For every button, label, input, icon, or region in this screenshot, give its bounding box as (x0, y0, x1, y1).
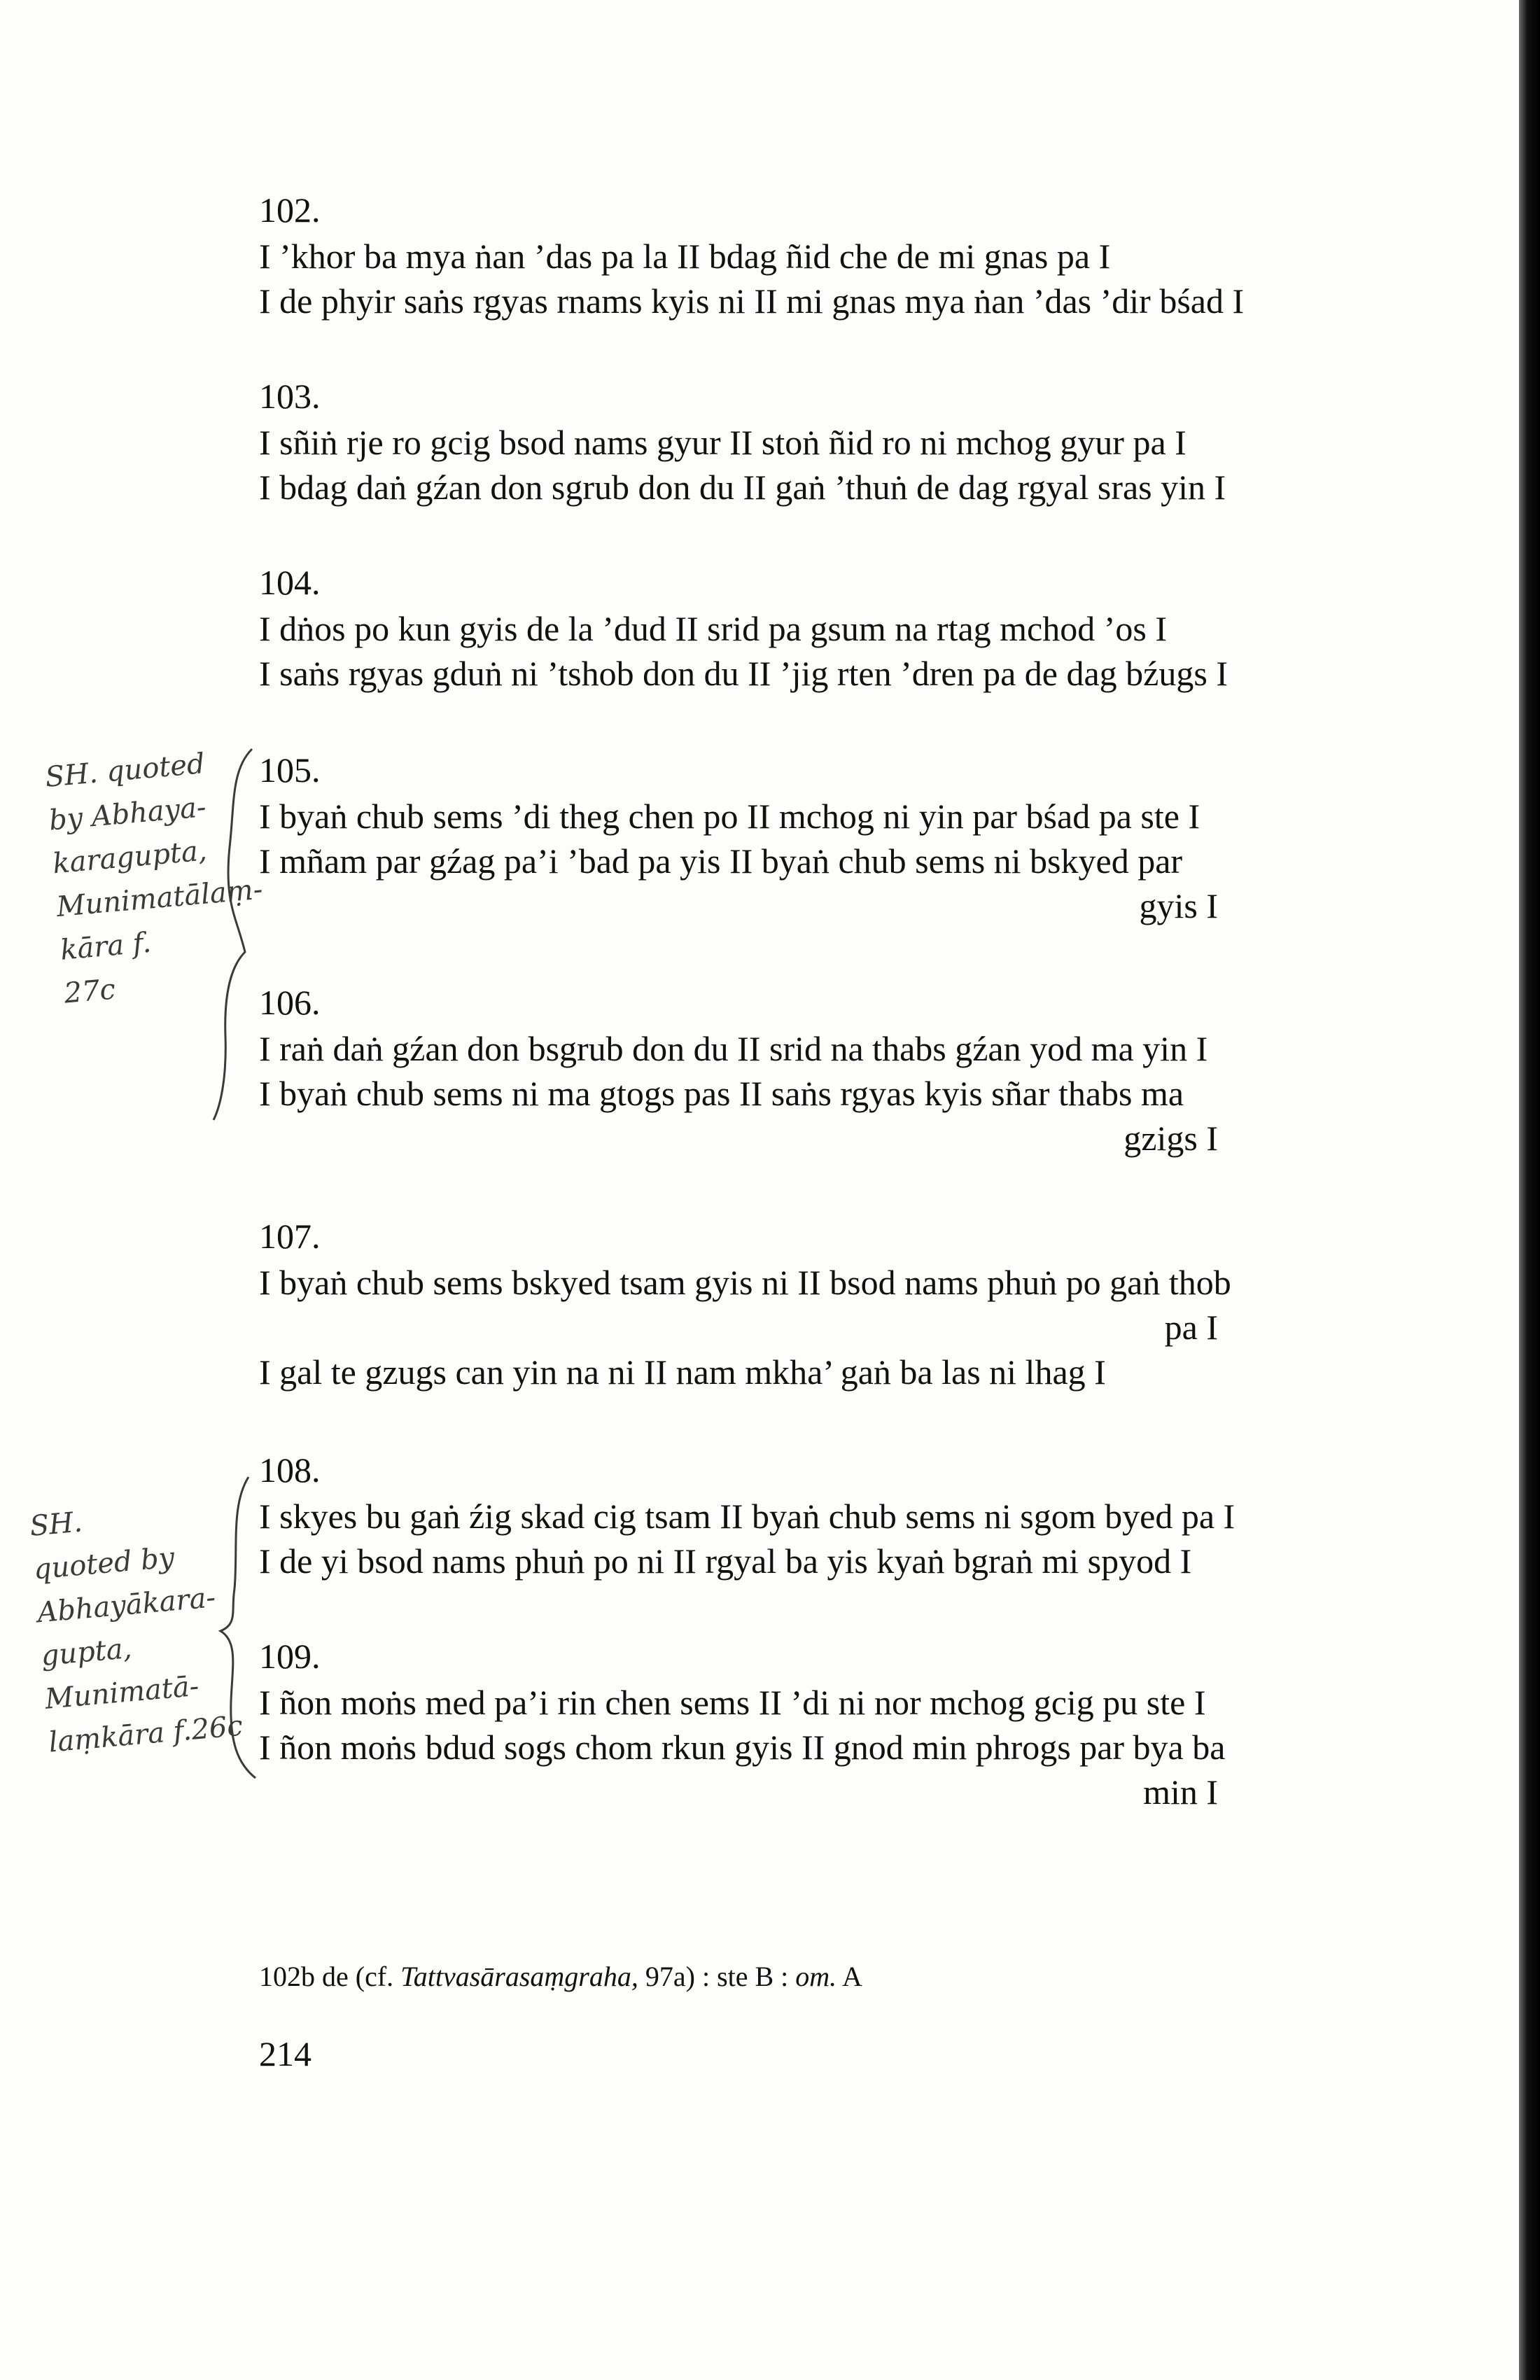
verse-line: I ñon moṅs med pa’i rin chen sems II ’di ni nor mchog gcig pu ste I (259, 1683, 1206, 1722)
verse-line: I gal te gzugs can yin na ni II nam mkha’ gaṅ ba las ni lhag I (259, 1352, 1106, 1392)
footnote-title: Tattvasārasaṃgraha, (400, 1961, 638, 1992)
verse-109 (259, 1634, 1379, 1814)
verse-line: I mñam par gźag pa’i ’bad pa yis II byaṅ chub sems ni bskyed par (259, 841, 1183, 881)
verse-continuation: pa I (1164, 1308, 1218, 1347)
verse-number: 102. (259, 190, 321, 230)
verse-continuation: min I (1143, 1772, 1218, 1812)
handwritten-line: 27c (62, 973, 117, 1010)
verse-continuation: gzigs I (1124, 1119, 1218, 1158)
footnote-suffix: A (836, 1961, 862, 1992)
verse-number: 109. (259, 1637, 321, 1676)
handwritten-line: gupta, (39, 1632, 134, 1673)
verse-line: I saṅs rgyas gduṅ ni ’tshob don du II ’jig rten ’dren pa de dag bźugs I (259, 654, 1228, 693)
footnote-prefix: 102b de (cf. (259, 1961, 401, 1992)
verse-104 (259, 560, 1379, 696)
handwritten-line: by Abhaya- (48, 791, 208, 837)
handwritten-line: laṃkāra f.26c (47, 1709, 244, 1759)
verse-103 (259, 374, 1379, 510)
handwritten-line: Munimatālaṃ- (55, 873, 265, 924)
verse-108 (259, 1448, 1379, 1583)
verse-line: I sñiṅ rje ro gcig bsod nams gyur II stoṅ ñid ro ni mchog gyur pa I (259, 423, 1186, 462)
page-number: 214 (259, 2034, 312, 2073)
verse-number: 107. (259, 1217, 321, 1256)
verse-line: I de phyir saṅs rgyas rnams kyis ni II mi gnas mya ṅan ’das ’dir bśad I (259, 281, 1245, 321)
handwritten-line: quoted by (32, 1541, 176, 1586)
margin-bracket-2 (210, 1463, 266, 1785)
verse-continuation: gyis I (1139, 886, 1218, 925)
handwritten-line: Abhayākara- (36, 1581, 217, 1630)
handwritten-line: karagupta, (51, 834, 209, 881)
verse-number: 103. (259, 377, 321, 416)
verse-number: 105. (259, 750, 321, 790)
handwritten-line: SH. quoted (43, 748, 206, 794)
verse-number: 106. (259, 983, 321, 1022)
handwritten-line: kāra f. (59, 926, 153, 967)
footnote-italic-term: om. (795, 1961, 837, 1992)
verse-105 (259, 748, 1379, 928)
verse-line: I byaṅ chub sems ni ma gtogs pas II saṅs rgyas kyis sñar thabs ma (259, 1074, 1184, 1113)
footnote-middle: 97a) : ste B : (638, 1961, 796, 1992)
verse-line: I raṅ daṅ gźan don bsgrub don du II srid na thabs gźan yod ma yin I (259, 1029, 1208, 1068)
verse-107 (259, 1214, 1379, 1394)
handwritten-line: Munimatā- (43, 1670, 200, 1716)
verse-line: I skyes bu gaṅ źig skad cig tsam II byaṅ chub sems ni sgom byed pa I (259, 1497, 1236, 1536)
verse-102 (259, 188, 1379, 323)
verse-number: 108. (259, 1450, 321, 1490)
verse-line: I de yi bsod nams phuṅ po ni II rgyal ba yis kyaṅ bgraṅ mi spyod I (259, 1541, 1192, 1581)
book-spine-shadow (1519, 0, 1540, 2380)
verse-line: I ñon moṅs bdud sogs chom rkun gyis II gnod min phrogs par bya ba (259, 1728, 1226, 1767)
verse-number: 104. (259, 563, 321, 602)
handwritten-line: SH. (28, 1506, 84, 1543)
footnote (259, 1960, 862, 1993)
verse-line: I dṅos po kun gyis de la ’dud II srid pa gsum na rtag mchod ’os I (259, 609, 1167, 648)
margin-bracket-1 (210, 742, 259, 1134)
verse-106 (259, 980, 1379, 1161)
verse-line: I bdag daṅ gźan don sgrub don du II gaṅ ’thuṅ de dag rgyal sras yin I (259, 468, 1226, 507)
verse-line: I ’khor ba mya ṅan ’das pa la II bdag ñid che de mi gnas pa I (259, 237, 1111, 276)
verse-line: I byaṅ chub sems bskyed tsam gyis ni II bsod nams phuṅ po gaṅ thob (259, 1263, 1231, 1302)
verse-line: I byaṅ chub sems ’di theg chen po II mchog ni yin par bśad pa ste I (259, 797, 1200, 836)
